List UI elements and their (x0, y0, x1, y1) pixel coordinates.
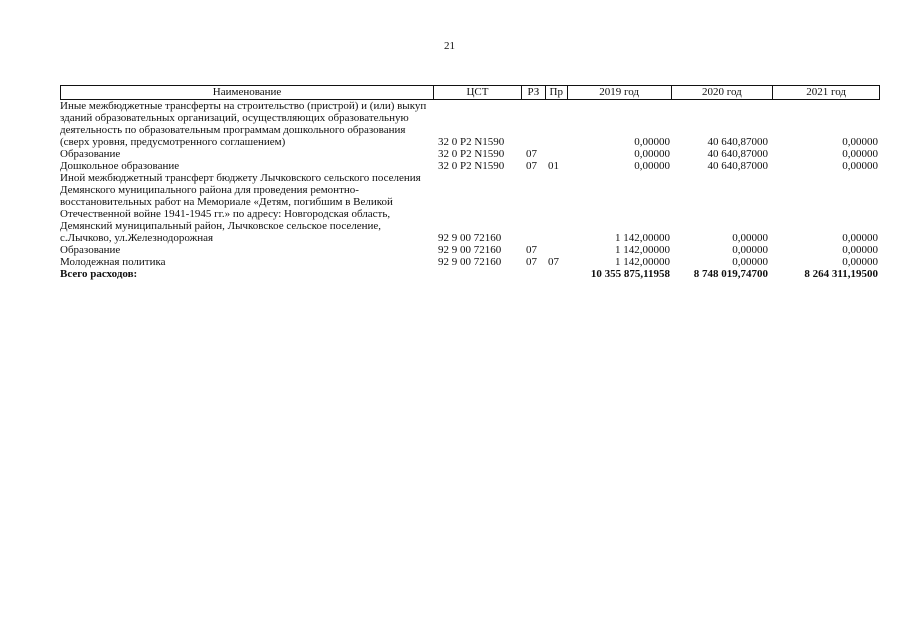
row-cst: 32 0 P2 N1590 (438, 148, 505, 160)
row-cst: 32 0 P2 N1590 (438, 136, 505, 148)
row-2019: 1 142,00000 (615, 244, 670, 256)
row-2020: 40 640,87000 (707, 136, 768, 148)
table-header-row (60, 85, 880, 100)
header-2019: 2019 год (568, 86, 672, 99)
row-rz: 07 (526, 148, 537, 160)
row-2020: 0,00000 (732, 244, 768, 256)
header-name: Наименование (61, 86, 434, 99)
total-2019: 10 355 875,11958 (590, 268, 670, 280)
budget-table (60, 85, 880, 280)
table-row (60, 256, 880, 268)
total-2021: 8 264 311,19500 (804, 268, 878, 280)
row-pr: 07 (548, 256, 559, 268)
row-rz: 07 (526, 160, 537, 172)
row-2019: 0,00000 (634, 160, 670, 172)
total-row (60, 268, 880, 280)
row-2020: 40 640,87000 (707, 148, 768, 160)
row-2021: 0,00000 (842, 160, 878, 172)
header-2021: 2021 год (806, 86, 846, 98)
row-name: Дошкольное образование (60, 160, 180, 172)
row-2020: 0,00000 (732, 232, 768, 244)
row-name: Молодежная политика (60, 256, 166, 268)
row-rz: 07 (526, 256, 537, 268)
row-2019: 0,00000 (634, 136, 670, 148)
total-label: Всего расходов: (60, 268, 138, 280)
row-2021: 0,00000 (842, 256, 878, 268)
row-2021: 0,00000 (842, 148, 878, 160)
row-pr: 01 (548, 160, 559, 172)
row-name: Иные межбюджетные трансферты на строительство (пристрой) и (или) выкуп зданий образовательных организаций, осуществляющих образовательную деятельность по образовательным программам дошкольного образования (сверх уровня, предусмотренного соглашением) (60, 100, 427, 148)
table-row (60, 148, 880, 160)
row-2021: 0,00000 (842, 136, 878, 148)
row-2019: 0,00000 (634, 148, 670, 160)
header-rz: РЗ (522, 86, 546, 99)
row-cst: 92 9 00 72160 (438, 244, 502, 256)
table-row (60, 244, 880, 256)
table-row (60, 172, 880, 244)
row-2021: 0,00000 (842, 232, 878, 244)
row-2021: 0,00000 (842, 244, 878, 256)
row-2019: 1 142,00000 (615, 256, 670, 268)
row-2020: 40 640,87000 (707, 160, 768, 172)
row-name: Образование (60, 244, 121, 256)
header-cst: ЦСТ (434, 86, 522, 99)
total-2020: 8 748 019,74700 (693, 268, 768, 280)
header-pr: Пр (546, 86, 568, 99)
row-cst: 32 0 P2 N1590 (438, 160, 505, 172)
table-row (60, 100, 880, 148)
row-2019: 1 142,00000 (615, 232, 670, 244)
row-cst: 92 9 00 72160 (438, 256, 502, 268)
row-rz: 07 (526, 244, 537, 256)
row-cst: 92 9 00 72160 (438, 232, 502, 244)
row-2020: 0,00000 (732, 256, 768, 268)
table-row (60, 160, 880, 172)
page-number: 21 (444, 40, 455, 52)
header-2020: 2020 год (672, 86, 774, 99)
row-name: Иной межбюджетный трансферт бюджету Лычковского сельского поселения Демянского муниципального района для проведения ремонтно-восстановительных работ на Мемориале «Детям, погибшим в Великой Отечественной войне 1941-1945 гг.» по адресу: Новгородская область, Демянский муниципальный район, Лычковское сельское поселение, с.Лычково, ул.Железнодорожная (60, 172, 421, 244)
row-name: Образование (60, 148, 121, 160)
